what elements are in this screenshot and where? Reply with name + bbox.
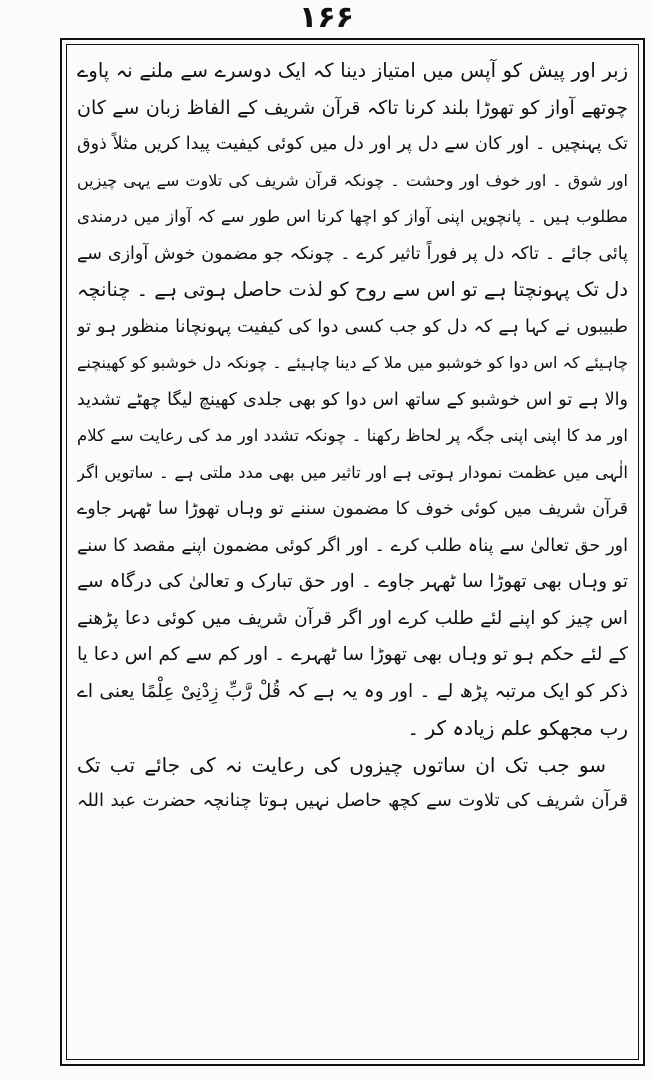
text-line: چوتھے آواز کو تھوڑا بلند کرنا تاکہ قرآن شریف کے الفاظ زبان سے کان [77, 96, 628, 119]
text-line: الٰہی میں عظمت نمودار ہوتی ہے اور تاثیر میں بھی مدد ملتی ہے ۔ ساتویں اگر [77, 462, 628, 482]
text-line: اس چیز کو اپنے لئے طلب کرے اور اگر قرآن شریف میں کوئی دعا پڑھنے [77, 607, 628, 629]
text-line: چاہیئے کہ اس دوا کو خوشبو میں ملا کے دینا چاہیئے ۔ چونکہ دل خوشبو کو کھینچنے [77, 353, 628, 372]
paragraph-1 [77, 53, 628, 747]
text-line: اور شوق ۔ اور خوف اور وحشت ۔ چونکہ قرآن شریف کی تلاوت سے یہی چیزیں [77, 170, 628, 190]
text-line: مطلوب ہیں ۔ پانچویں اپنی آواز کو اچھا کرنا اس طور سے کہ آواز میں درمندی [77, 207, 628, 226]
text-line: ذکر کو ایک مرتبہ پڑھ لے ۔ اور وہ یہ ہے کہ قُلْ رَّبِّ زِدْنِیْ عِلْمًا یعنی اے [77, 680, 628, 702]
text-line: کے لئے حکم ہو تو وہاں بھی تھوڑا سا ٹھہرے ۔ اور کم سے کم اس دعا یا [77, 644, 628, 665]
text-line: دل تک پہونچتا ہے تو اس سے روح کو لذت حاصل ہوتی ہے ۔ چنانچہ [77, 278, 628, 301]
page-number: ۱۶۶ [299, 0, 354, 35]
text-line: طبیبوں نے کہا ہے کہ دل کو جب کسی دوا کی کیفیت پہونچانا منظور ہو تو [77, 316, 628, 337]
text-line: زبر اور پیش کو آپس میں امتیاز دینا کہ ایک دوسرے سے ملنے نہ پاوے [77, 59, 628, 82]
text-line: قرآن شریف کی تلاوت سے کچھ حاصل نہیں ہوتا چنانچہ حضرت عبد اللہ [77, 790, 628, 811]
text-line: قرآن شریف میں کوئی خوف کا مضمون سننے تو وہاں تھوڑا سا ٹھہر جاوے [77, 499, 628, 519]
text-line: پائی جائے ۔ تاکہ دل پر فوراً تاثیر کرے ۔ چونکہ جو مضمون خوش آوازی سے [77, 243, 628, 264]
text-line: تو وہاں بھی تھوڑا سا ٹھہر جاوے ۔ اور حق تبارک و تعالیٰ کی درگاہ سے [77, 571, 628, 592]
text-line: والا ہے تو اس خوشبو کے ساتھ اس دوا کو بھی جلدی کھینچ لیگا چھٹے تشدید [77, 389, 628, 410]
text-line: اور مد کا اپنی اپنی جگہ پر لحاظ رکھنا ۔ چونکہ تشدد اور مد کی رعایت سے کلام [77, 426, 628, 445]
text-frame [66, 44, 639, 1060]
text-line: سو جب تک ان ساتوں چیزوں کی رعایت نہ کی جائے تب تک [77, 752, 606, 777]
paragraph-2 [77, 747, 628, 820]
text-line: تک پہنچیں ۔ اور کان سے دل پر اور دل میں کوئی کیفیت پیدا کریں مثلاً ذوق [77, 134, 628, 154]
text-line: اور حق تعالیٰ سے پناہ طلب کرے ۔ اور اگر کوئی مضمون اپنے مقصد کا سنے [77, 535, 628, 556]
text-line: رب مجھکو علم زیادہ کر ۔ [407, 716, 628, 740]
